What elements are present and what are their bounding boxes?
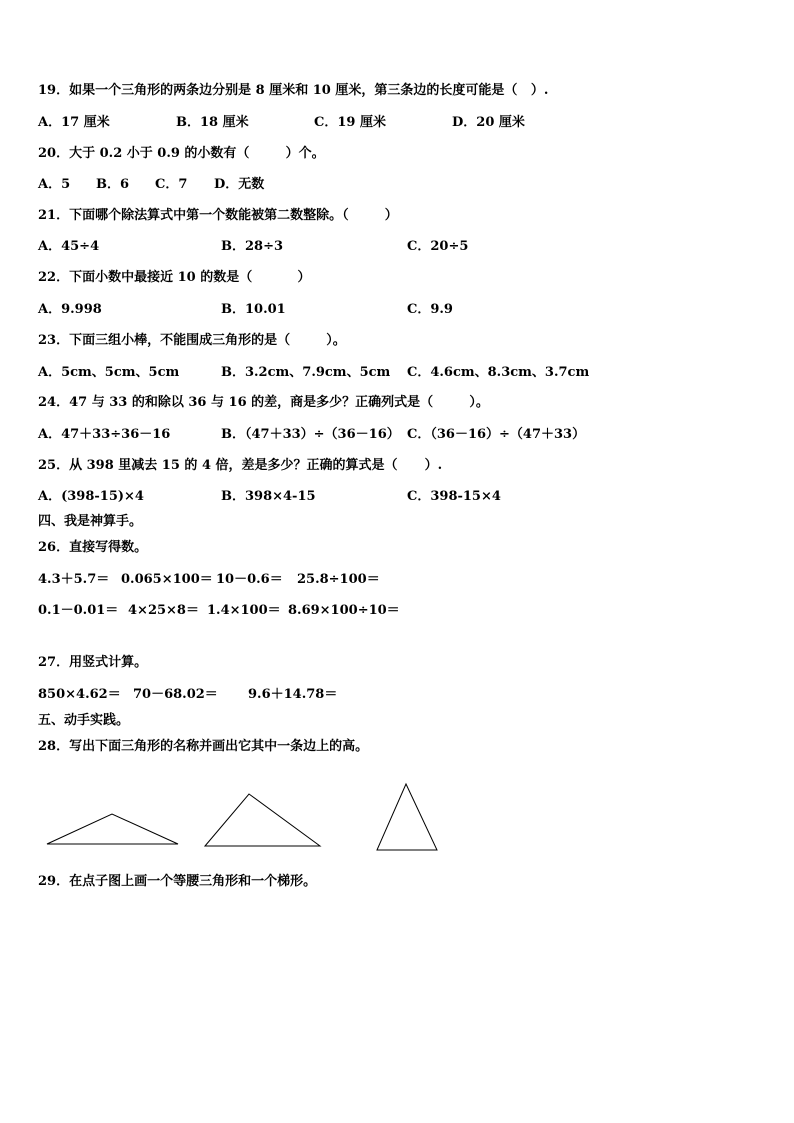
- q26-item: 4×25×8＝: [128, 603, 199, 618]
- q27-item: 850×4.62＝: [38, 687, 121, 702]
- q20-stem: 20．大于 0.2 小于 0.9 的小数有（ ）个。: [38, 146, 325, 161]
- q19-option-d: D．20 厘米: [452, 115, 525, 130]
- q24-option-a: A．47＋33÷36－16: [38, 427, 171, 442]
- q24-option-c: C．（36－16）÷（47＋33）: [407, 427, 586, 442]
- q23-option-c: C．4.6cm、8.3cm、3.7cm: [407, 365, 590, 380]
- q20-option-d: D．无数: [214, 177, 265, 192]
- q21-option-c: C．20÷5: [407, 239, 469, 254]
- q25-stem: 25．从 398 里减去 15 的 4 倍，差是多少？正确的算式是（ ）.: [38, 458, 443, 473]
- q28-triangles-figure: [0, 770, 794, 860]
- q19-option-c: C．19 厘米: [314, 115, 386, 130]
- q27-item: 9.6＋14.78＝: [248, 687, 338, 702]
- obtuse-triangle: [47, 814, 178, 844]
- q20-option-b: B．6: [96, 177, 130, 192]
- q25-option-a: A．(398-15)×4: [38, 489, 144, 504]
- q19-option-b: B．18 厘米: [176, 115, 249, 130]
- q29-stem: 29．在点子图上画一个等腰三角形和一个梯形。: [38, 874, 317, 889]
- q26-item: 25.8÷100＝: [297, 572, 380, 587]
- q26-stem: 26．直接写得数。: [38, 540, 148, 555]
- q26-item: 8.69×100÷10＝: [288, 603, 400, 618]
- q20-option-c: C．7: [155, 177, 188, 192]
- q26-item: 10－0.6＝: [216, 572, 283, 587]
- q24-option-b: B．（47＋33）÷（36－16）: [221, 427, 400, 442]
- q23-option-a: A．5cm、5cm、5cm: [38, 365, 180, 380]
- q27-item: 70－68.02＝: [133, 687, 218, 702]
- acute-triangle: [377, 784, 437, 850]
- q19-stem: 19．如果一个三角形的两条边分别是 8 厘米和 10 厘米，第三条边的长度可能是（ ）.: [38, 83, 549, 98]
- q22-stem: 22．下面小数中最接近 10 的数是（ ）: [38, 270, 311, 285]
- q26-item: 0.065×100＝: [121, 572, 213, 587]
- q25-option-c: C．398-15×4: [407, 489, 501, 504]
- q27-stem: 27．用竖式计算。: [38, 655, 148, 670]
- q25-option-b: B．398×4-15: [221, 489, 316, 504]
- q23-stem: 23．下面三组小棒，不能围成三角形的是（ ）。: [38, 333, 346, 348]
- section4-title: 四、我是神算手。: [38, 514, 143, 529]
- q22-option-a: A．9.998: [38, 302, 102, 317]
- q26-item: 1.4×100＝: [207, 603, 281, 618]
- right-triangle: [205, 794, 320, 846]
- q21-stem: 21．下面哪个除法算式中第一个数能被第二数整除。（ ）: [38, 208, 398, 223]
- q22-option-b: B．10.01: [221, 302, 286, 317]
- q24-stem: 24．47 与 33 的和除以 36 与 16 的差，商是多少？正确列式是（ ）。: [38, 395, 489, 410]
- q21-option-a: A．45÷4: [38, 239, 100, 254]
- q26-item: 0.1－0.01＝: [38, 603, 119, 618]
- q19-option-a: A．17 厘米: [38, 115, 110, 130]
- q21-option-b: B．28÷3: [221, 239, 284, 254]
- q28-stem: 28．写出下面三角形的名称并画出它其中一条边上的高。: [38, 739, 369, 754]
- q22-option-c: C．9.9: [407, 302, 453, 317]
- section5-title: 五、动手实践。: [38, 713, 130, 728]
- q26-item: 4.3＋5.7＝: [38, 572, 110, 587]
- q23-option-b: B．3.2cm、7.9cm、5cm: [221, 365, 391, 380]
- q20-option-a: A．5: [38, 177, 71, 192]
